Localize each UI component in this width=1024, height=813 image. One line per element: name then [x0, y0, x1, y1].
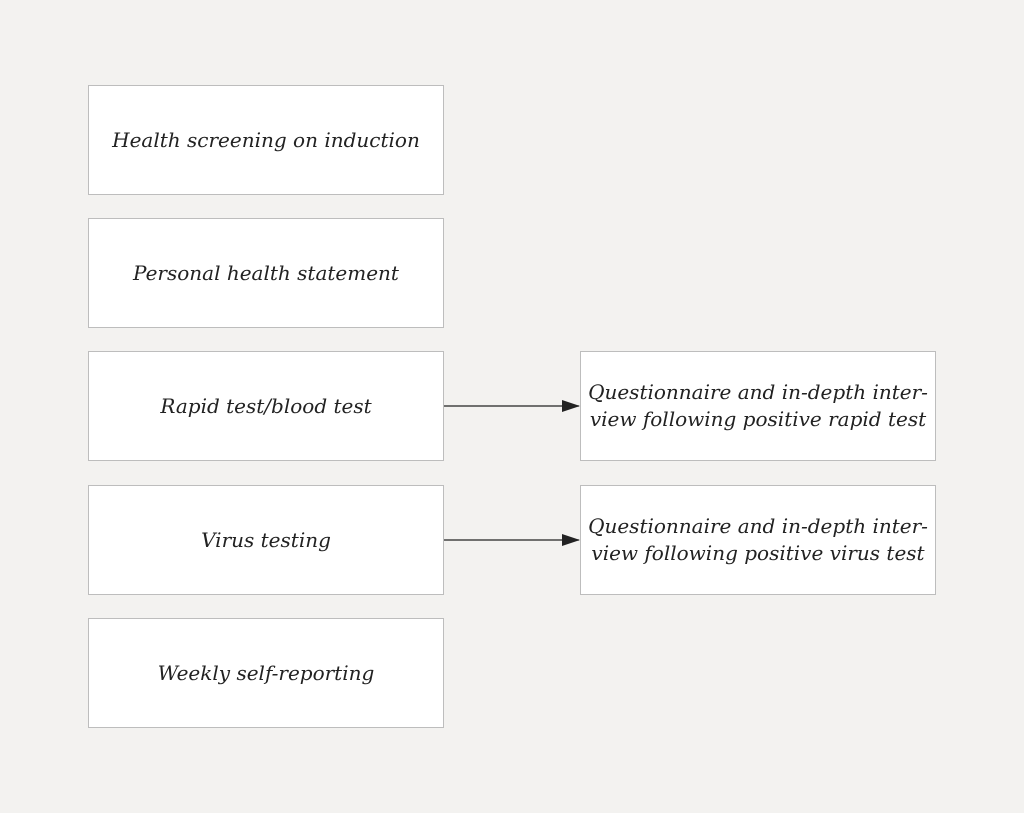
box-label: Weekly self-reporting [157, 660, 375, 685]
box-label: Questionnaire and in-depth inter- view following positive virus test [588, 514, 928, 565]
box-label: Virus testing [201, 527, 331, 552]
box-label: Rapid test/blood test [160, 393, 372, 418]
box-label: Questionnaire and in-depth inter- view following positive rapid test [588, 380, 928, 431]
box-label: Health screening on induction [112, 127, 420, 152]
box-label: Personal health statement [133, 260, 399, 285]
